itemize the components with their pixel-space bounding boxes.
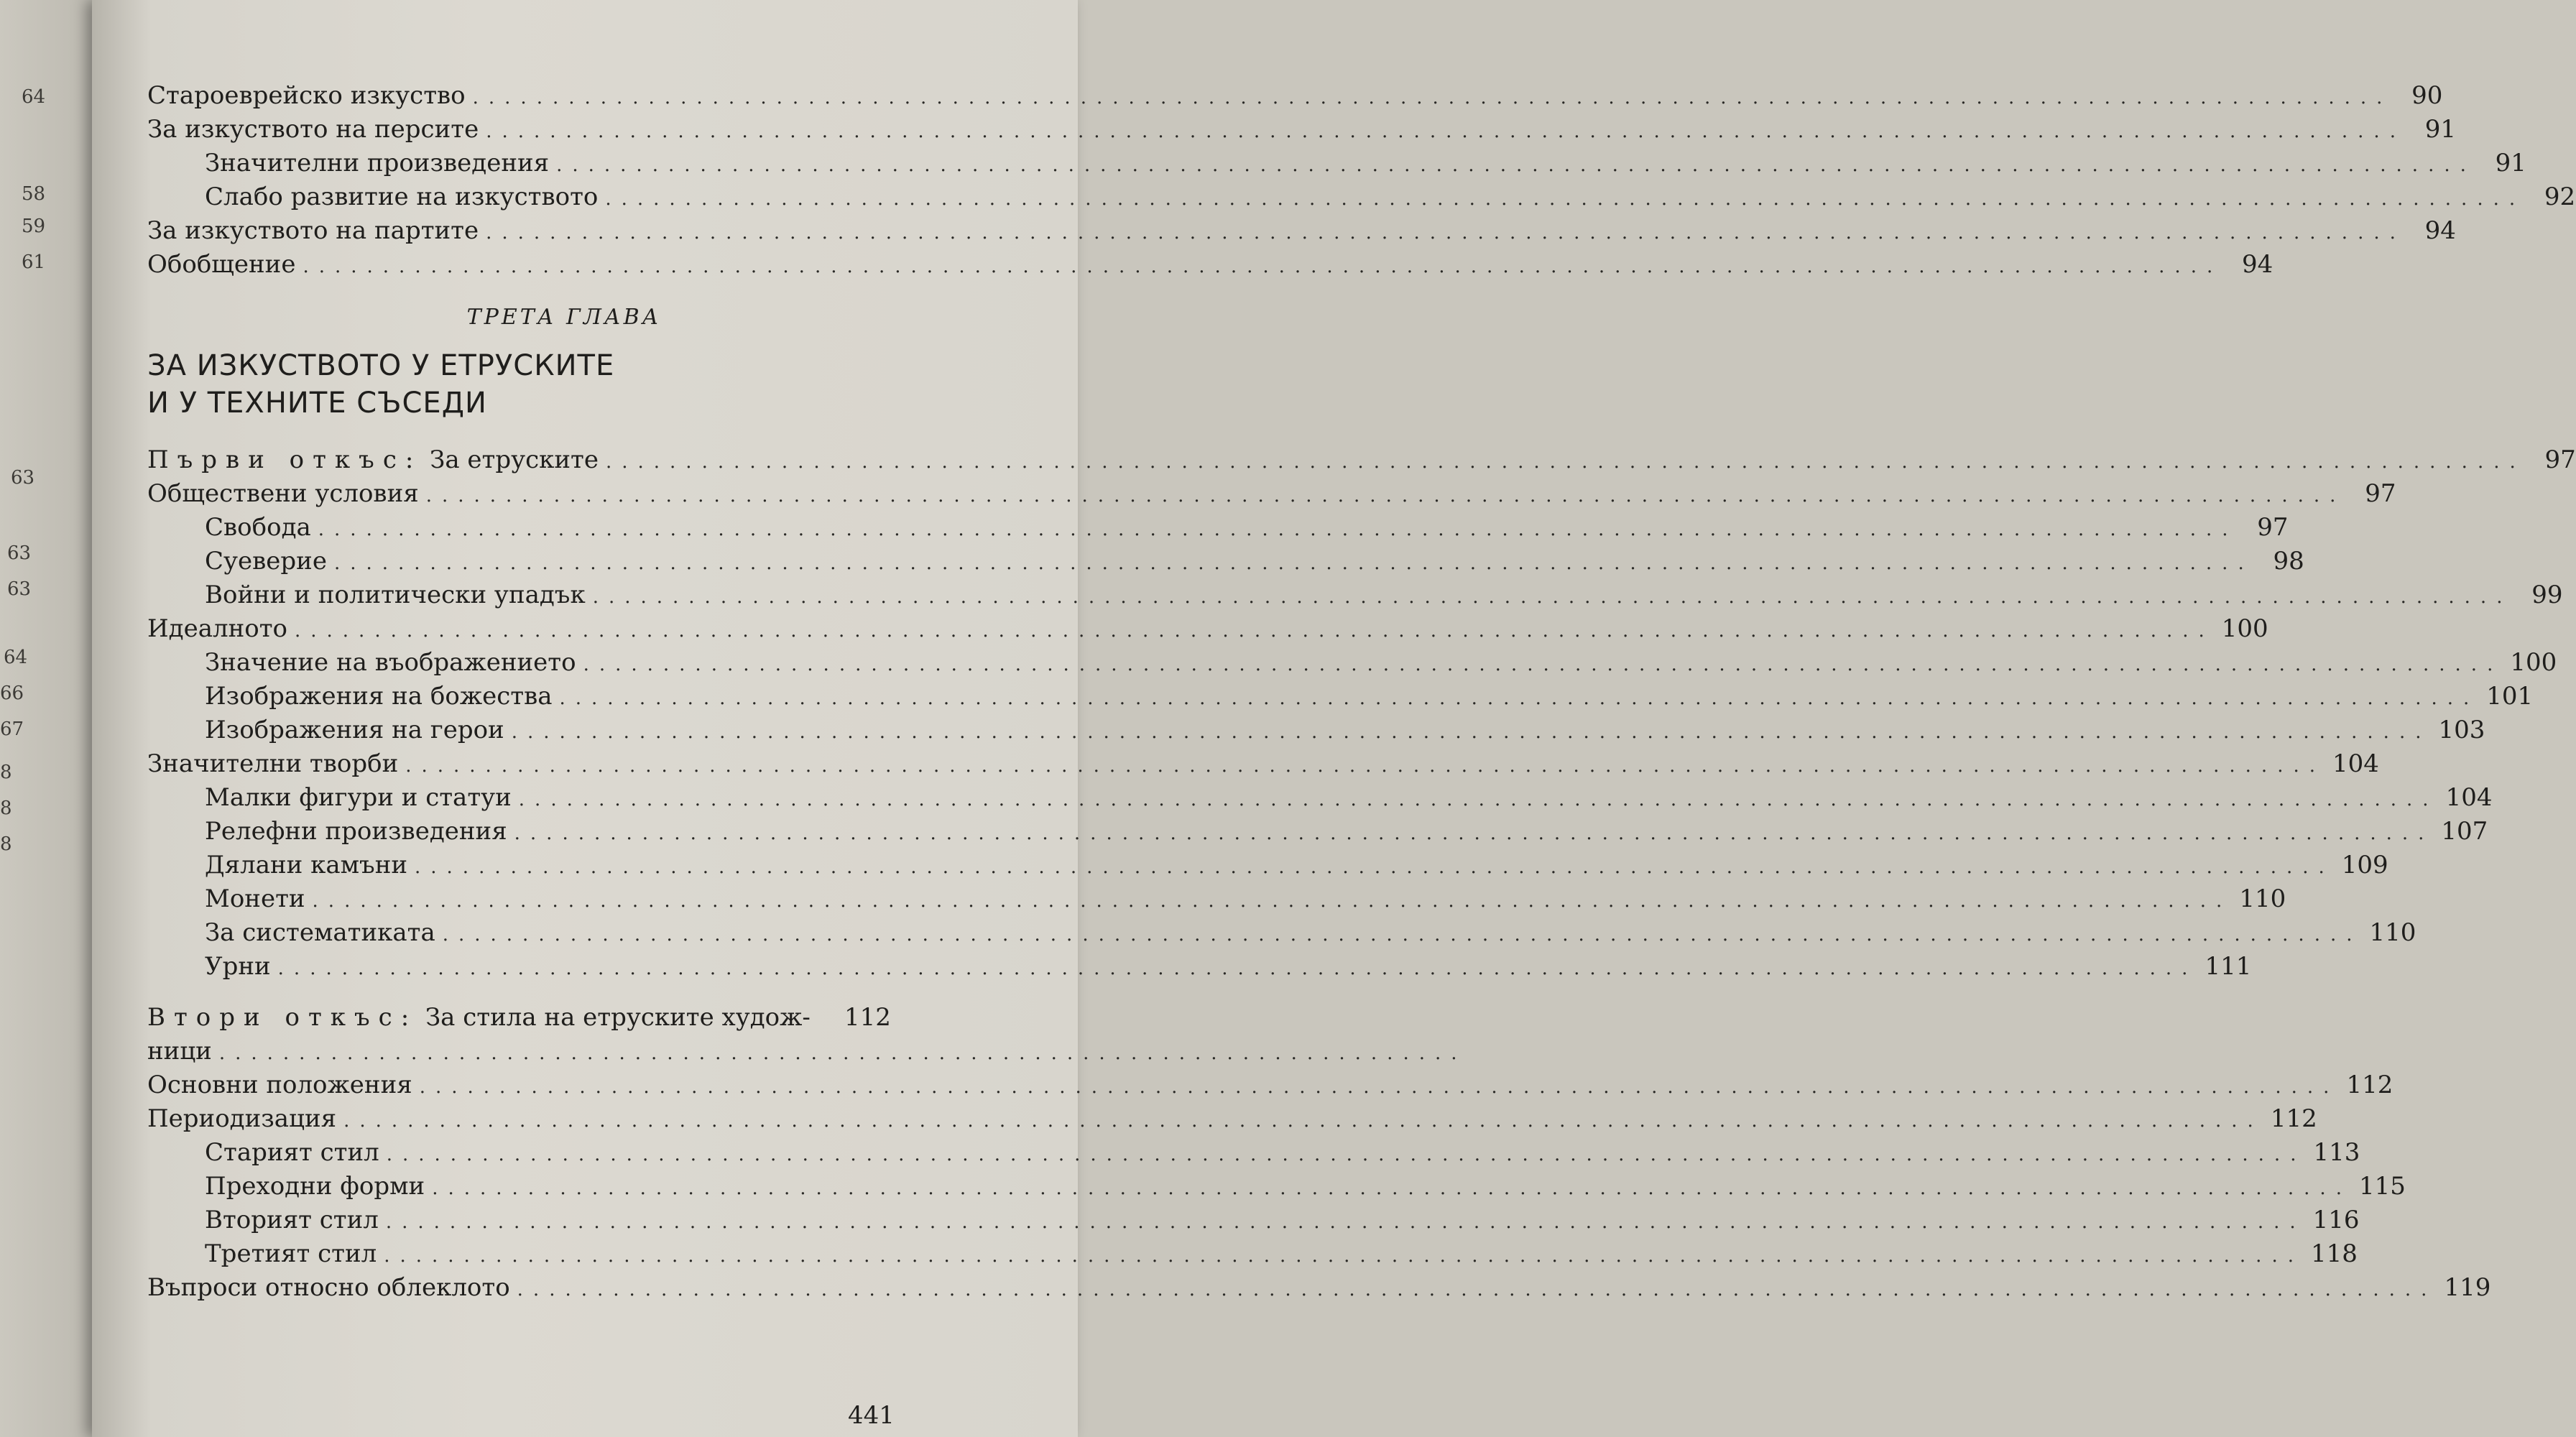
toc-entry-label: Обобщение	[147, 250, 296, 279]
section-heading-text: За стила на етруските худож-	[417, 1003, 811, 1032]
toc-entry	[147, 248, 2273, 282]
toc-entry-label: Основни положения	[147, 1071, 412, 1099]
table-of-contents	[147, 79, 2576, 1305]
toc-entry	[147, 1203, 2360, 1237]
toc-entry-label: Изображения на герои	[205, 716, 504, 744]
toc-entry	[147, 147, 2526, 180]
previous-page-edge	[0, 0, 92, 1437]
toc-leader-dots: ........................................................................................................................	[386, 1144, 2307, 1165]
toc-leader-dots: ........................................................................................................................	[318, 519, 2238, 540]
toc-entry-label: Вторият стил	[205, 1206, 379, 1234]
toc-page-number: 112	[2270, 1104, 2317, 1133]
toc-entry	[147, 781, 2493, 815]
margin-page-number: 63	[7, 542, 32, 564]
toc-entry-label: Свобода	[205, 513, 311, 542]
toc-page-number: 94	[2241, 250, 2273, 279]
toc-entry	[147, 1271, 2491, 1305]
toc-page-number: 112	[844, 1003, 891, 1032]
toc-leader-dots: ........................................................................................................................	[486, 222, 2406, 244]
toc-top-section	[147, 79, 2576, 282]
toc-entry	[147, 713, 2485, 747]
toc-entry	[147, 79, 2443, 113]
toc-section-first	[147, 443, 2576, 984]
toc-entry-label: Обществени условия	[147, 479, 419, 508]
toc-page-number: 107	[2441, 817, 2488, 846]
toc-leader-dots: ........................................................................................................................	[343, 1110, 2263, 1132]
toc-page-number: 109	[2341, 851, 2388, 879]
toc-page-number: 104	[2445, 783, 2493, 812]
toc-page-number: 94	[2424, 216, 2456, 245]
toc-entry	[147, 916, 2416, 950]
toc-section-second	[147, 1068, 2491, 1305]
toc-page-number: 97	[2365, 479, 2396, 508]
margin-page-number: 67	[0, 718, 24, 740]
toc-page-number: 112	[2346, 1071, 2393, 1099]
toc-entry	[147, 477, 2396, 511]
margin-page-number: 64	[22, 86, 46, 108]
toc-page-number: 98	[2273, 547, 2304, 576]
toc-leader-dots: ........................................................................................................................	[605, 451, 2526, 473]
section-heading-text: За етруските	[422, 445, 599, 474]
toc-entry	[147, 1035, 1467, 1068]
toc-entry	[147, 214, 2456, 248]
toc-leader-dots: ........................................................................................................................	[486, 121, 2406, 142]
toc-leader-dots: ........................................................................................................................	[556, 154, 2476, 176]
toc-entry-label: Значителни произведения	[205, 149, 550, 177]
margin-page-number: 63	[11, 467, 35, 489]
chapter-title	[147, 347, 902, 422]
toc-entry-label: Значение на въображението	[205, 648, 576, 677]
toc-entry-label: За систематиката	[205, 918, 435, 947]
toc-entry-label: Войни и политически упадък	[205, 581, 586, 609]
section-gap	[147, 984, 902, 1001]
toc-entry	[147, 1102, 2317, 1136]
toc-entry	[147, 180, 2576, 214]
margin-page-number: 61	[22, 251, 46, 273]
toc-leader-dots: ........................................................................................................................	[415, 856, 2335, 878]
toc-page-number: 100	[2510, 648, 2557, 677]
toc-page-number: 116	[2312, 1206, 2360, 1234]
toc-entry	[147, 612, 2268, 646]
margin-page-number: 58	[22, 183, 46, 205]
toc-entry	[147, 1237, 2358, 1271]
margin-page-number: 59	[22, 216, 46, 237]
toc-entry	[147, 1001, 902, 1035]
toc-page-number: 101	[2486, 682, 2534, 711]
chapter-title-line: И У ТЕХНИТЕ СЪСЕДИ	[147, 387, 487, 420]
toc-page-number: 90	[2411, 81, 2443, 110]
toc-page-number: 104	[2332, 749, 2379, 778]
toc-entry-label: За изкуството на партите	[147, 216, 479, 245]
toc-entry-label: Значителни творби	[147, 749, 399, 778]
toc-entry-label: Монети	[205, 884, 305, 913]
toc-entry-label: Урни	[205, 952, 271, 981]
toc-leader-dots: ........................................................................................................................	[517, 1279, 2437, 1300]
toc-page-number: 110	[2369, 918, 2416, 947]
toc-entry-label: Старият стил	[205, 1138, 379, 1167]
toc-entry	[147, 747, 2379, 781]
toc-leader-dots: ........................................................................................................................	[295, 620, 2215, 642]
page-folio: 441	[848, 1401, 895, 1430]
toc-entry-label: Малки фигури и статуи	[205, 783, 512, 812]
section-label-spaced: Втори откъс:	[147, 1003, 418, 1032]
margin-page-number: 8	[0, 762, 12, 783]
toc-entry-label: Преходни форми	[205, 1172, 425, 1201]
toc-entry-label: Суеверие	[205, 547, 327, 576]
toc-leader-dots: ........................................................................................................................	[442, 924, 2363, 946]
toc-leader-dots: ........................................................................................................................	[312, 890, 2233, 912]
toc-entry	[147, 578, 2563, 612]
toc-page-number: 97	[2544, 445, 2576, 474]
toc-entry	[147, 882, 2286, 916]
toc-page-number: 115	[2358, 1172, 2406, 1201]
toc-page-number: 119	[2444, 1273, 2491, 1302]
chapter-title-line: ЗА ИЗКУСТВОТО У ЕТРУСКИТЕ	[147, 349, 615, 382]
toc-entry	[147, 511, 2289, 545]
toc-page-number: 110	[2239, 884, 2286, 913]
toc-leader-dots: ........................................................................................................................	[518, 789, 2439, 810]
toc-leader-dots: ........................................................................................................................	[472, 87, 2393, 108]
toc-entry-label: Изображения на божества	[205, 682, 553, 711]
toc-entry-label	[147, 443, 606, 477]
toc-leader-dots: ........................................................................................................................	[419, 1076, 2340, 1098]
toc-entry-label: Въпроси относно облеклото	[147, 1273, 510, 1302]
toc-leader-dots: ........................................................................................................................	[559, 688, 2480, 709]
toc-leader-dots: ........................................................................................................................	[405, 755, 2325, 777]
toc-entry-label: Третият стил	[205, 1239, 377, 1268]
toc-entry-label: Релефни произведения	[205, 817, 507, 846]
margin-page-number: 63	[7, 578, 32, 600]
margin-page-number: 66	[0, 683, 24, 704]
toc-leader-dots: ........................................................................................................................	[432, 1178, 2352, 1199]
toc-entry-label: За изкуството на персите	[147, 115, 479, 144]
toc-page-number: 118	[2310, 1239, 2358, 1268]
toc-page-number: 103	[2438, 716, 2485, 744]
toc-page-number: 100	[2221, 614, 2268, 643]
toc-entry-label: ници	[147, 1037, 212, 1066]
toc-leader-dots: ........................................................................................................................	[303, 256, 2223, 277]
toc-entry-label: Слабо развитие на изкуството	[205, 182, 599, 211]
toc-leader-dots: ........................................................................................................................	[592, 586, 2513, 608]
toc-leader-dots: ........................................................................................................................	[384, 1245, 2304, 1267]
toc-entry	[147, 1136, 2360, 1170]
toc-leader-dots: ........................................................................................................................	[277, 958, 2198, 979]
margin-page-number: 8	[0, 833, 12, 855]
toc-page-number: 111	[2205, 952, 2252, 981]
toc-page-number: 113	[2313, 1138, 2360, 1167]
margin-page-number: 64	[4, 647, 28, 668]
toc-leader-dots: ........................................................................................................................	[583, 654, 2503, 675]
toc-entry	[147, 646, 2557, 680]
toc-entry	[147, 443, 2576, 477]
toc-leader-dots: ........................................................................................................................	[514, 823, 2434, 844]
toc-entry	[147, 680, 2534, 713]
toc-section-second-heading	[147, 1001, 1467, 1068]
toc-entry	[147, 113, 2456, 147]
toc-leader-dots: ........................................................................................................................	[605, 188, 2526, 210]
toc-entry-label: Идеалното	[147, 614, 287, 643]
toc-entry	[147, 545, 2304, 578]
toc-entry-label: Периодизация	[147, 1104, 337, 1133]
toc-leader-dots: ..............................................................................	[218, 1043, 1467, 1064]
toc-entry-label: Дялани камъни	[205, 851, 408, 879]
section-label-spaced: Първи откъс:	[147, 445, 423, 474]
toc-leader-dots: ........................................................................................................................	[333, 553, 2254, 574]
toc-page-number: 92	[2544, 182, 2576, 211]
toc-page-number: 99	[2531, 581, 2563, 609]
toc-leader-dots: ........................................................................................................................	[511, 721, 2432, 743]
toc-page-number: 97	[2257, 513, 2289, 542]
toc-entry	[147, 849, 2388, 882]
toc-entry-label: Староеврейско изкуство	[147, 81, 466, 110]
toc-entry	[147, 1170, 2406, 1203]
toc-page-number: 91	[2495, 149, 2526, 177]
toc-leader-dots: ........................................................................................................................	[385, 1211, 2306, 1233]
toc-entry	[147, 1068, 2393, 1102]
toc-entry	[147, 815, 2488, 849]
margin-page-number: 8	[0, 798, 12, 819]
chapter-label: ТРЕТА ГЛАВА	[466, 305, 662, 330]
toc-leader-dots: ........................................................................................................................	[425, 485, 2346, 507]
toc-page-number: 91	[2424, 115, 2456, 144]
toc-entry	[147, 950, 2252, 984]
